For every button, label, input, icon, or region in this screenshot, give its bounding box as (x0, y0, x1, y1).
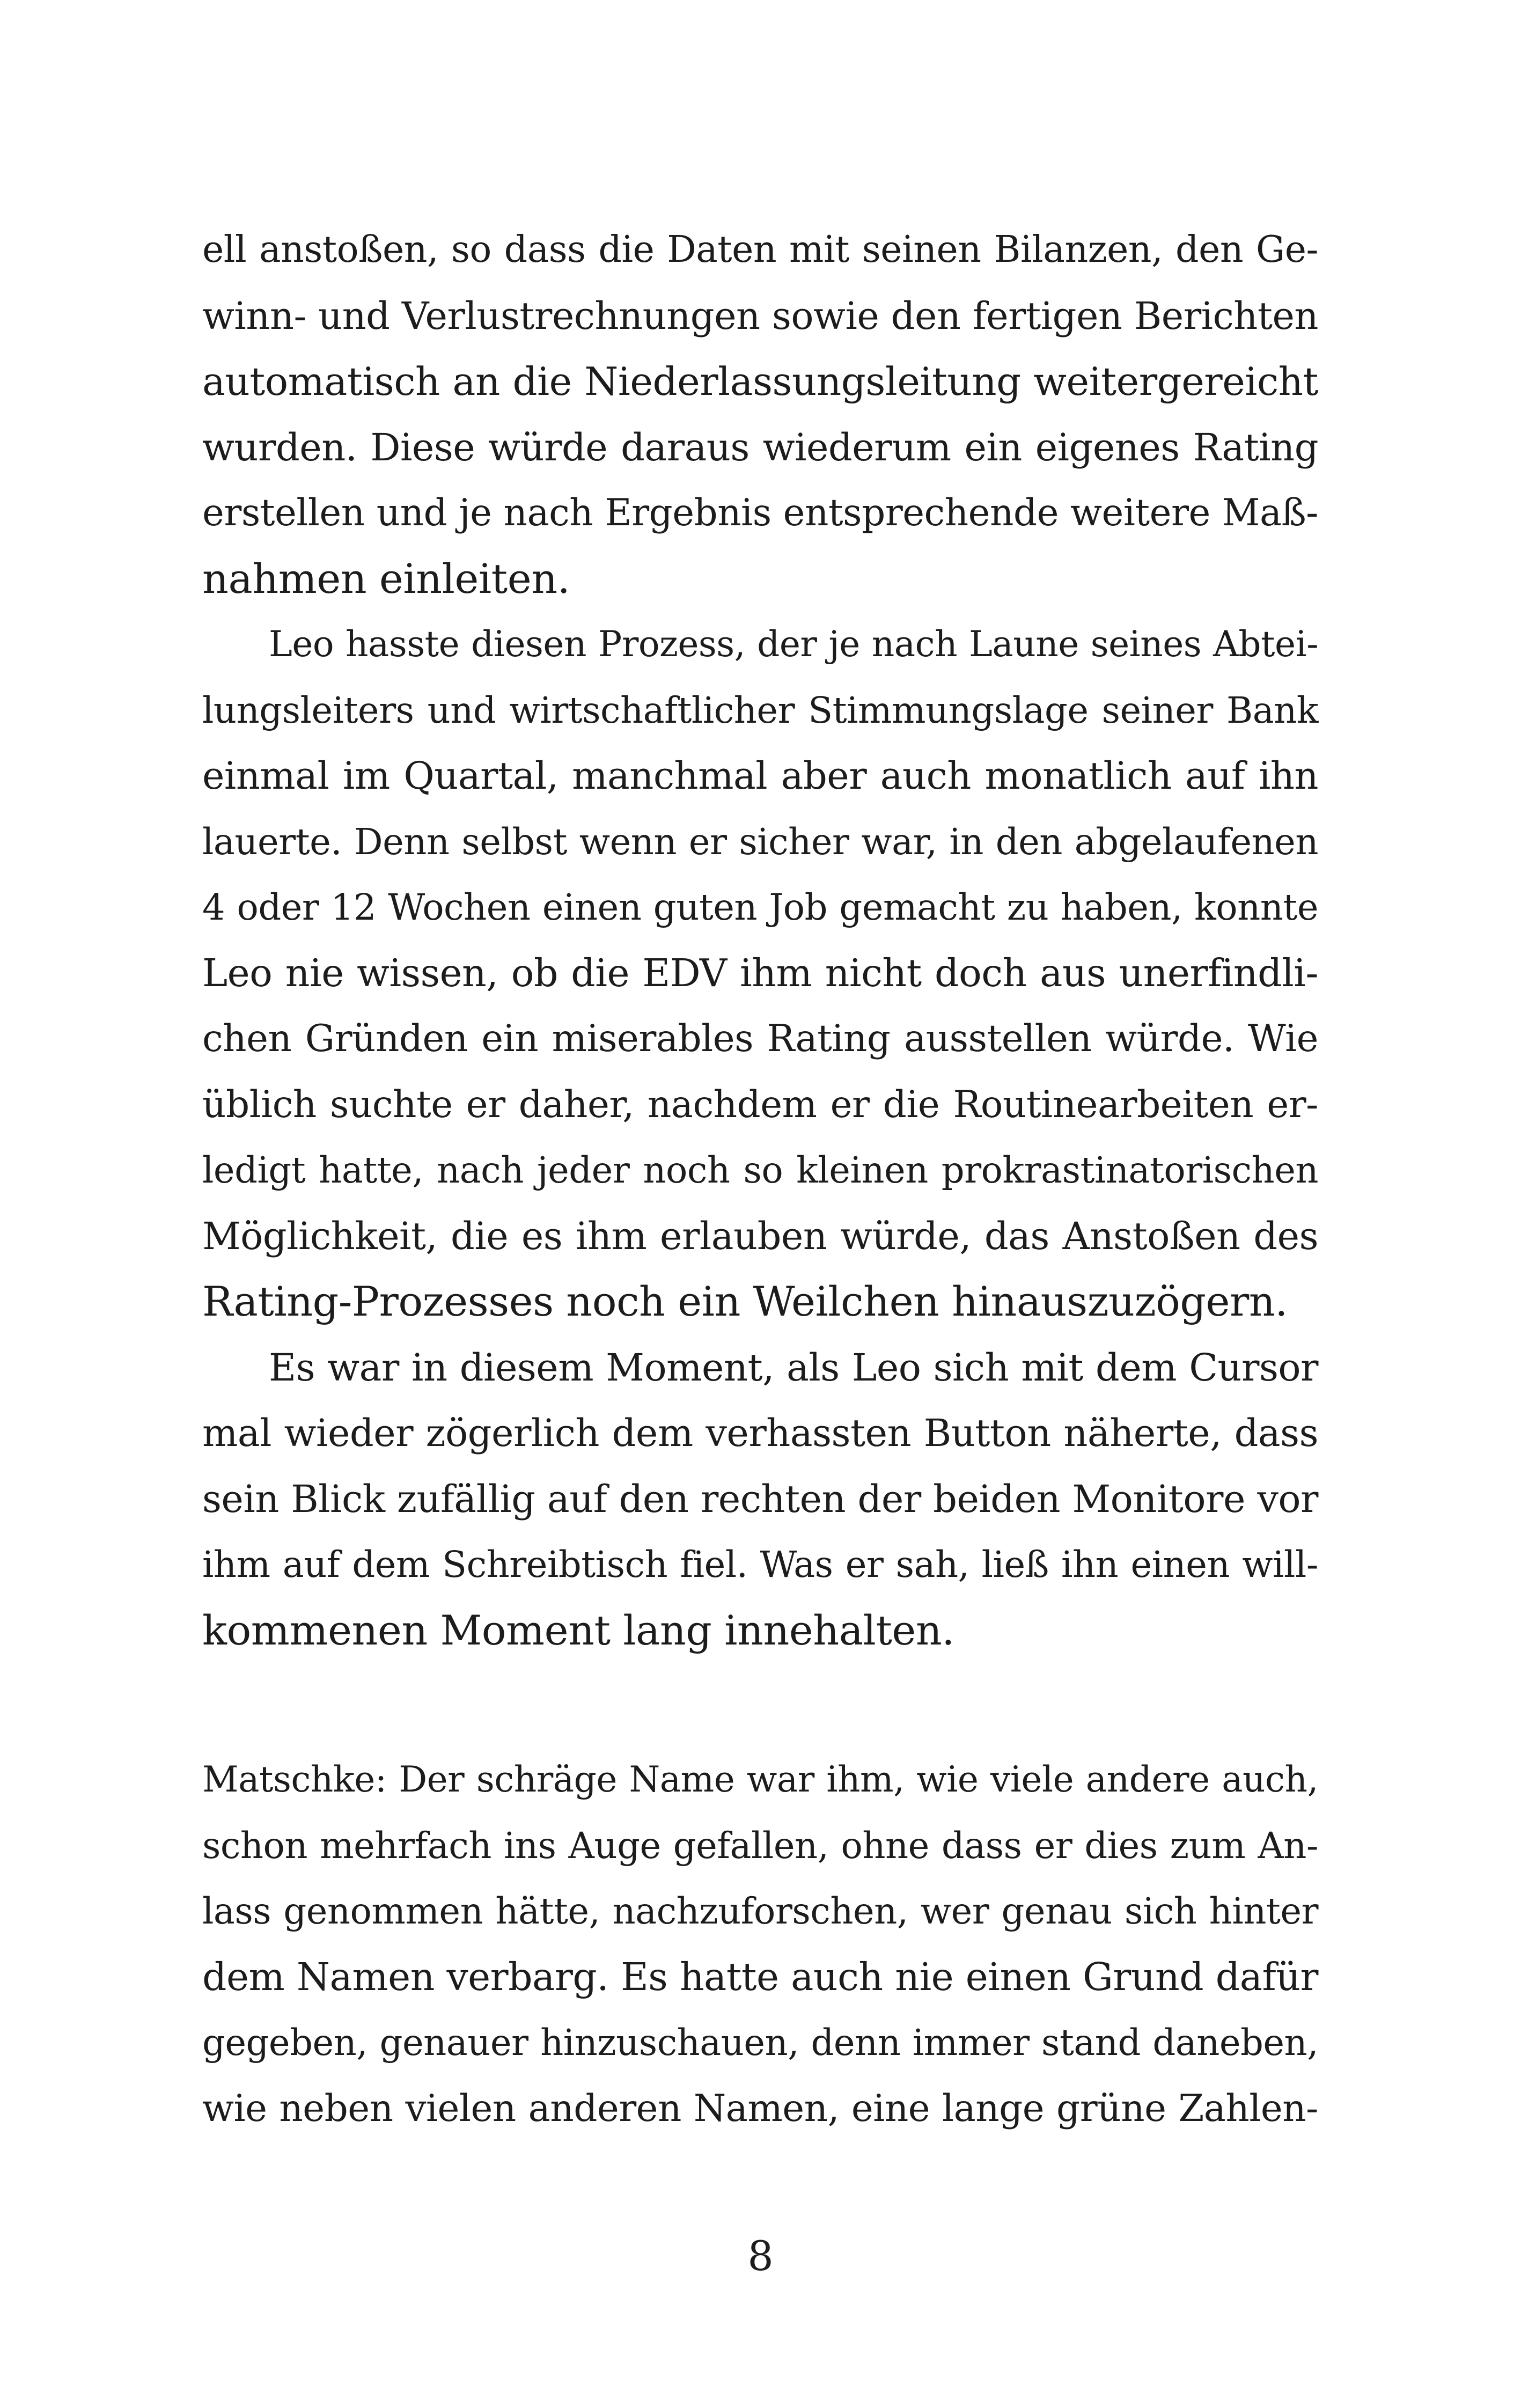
text-line: lungsleiters und wirtschaftlicher Stimmungslage seiner Bank (202, 689, 1318, 731)
text-line: Rating-Prozesses noch ein Weilchen hinauszuzögern. (202, 1278, 1288, 1325)
text-line: sein Blick zufällig auf den rechten der beiden Monitore vor (202, 1477, 1318, 1521)
text-line: nahmen einleiten. (202, 554, 570, 603)
body-text-section-1 (202, 217, 1318, 1663)
text-line: ell anstoßen, so dass die Daten mit seinen Bilanzen, den Ge- (202, 229, 1318, 271)
text-line: Leo hasste diesen Prozess, der je nach Laune seines Abtei- (269, 623, 1318, 665)
text-line: einmal im Quartal, manchmal aber auch monatlich auf ihn (202, 754, 1318, 798)
text-line: mal wieder zögerlich dem verhassten Button näherte, dass (202, 1411, 1318, 1455)
text-line: lass genommen hätte, nachzuforschen, wer genau sich hinter (202, 1890, 1318, 1932)
text-line: dem Namen verbarg. Es hatte auch nie einen Grund dafür (202, 1954, 1318, 1999)
text-line: üblich suchte er daher, nachdem er die Routinearbeiten er- (202, 1083, 1318, 1126)
page-number: 8 (747, 2232, 774, 2280)
text-line: 4 oder 12 Wochen einen guten Job gemacht zu haben, konnte (202, 886, 1318, 928)
text-line: automatisch an die Niederlassungsleitung weitergereicht (202, 359, 1318, 404)
text-line: chen Gründen ein miserables Rating ausstellen würde. Wie (202, 1017, 1318, 1060)
text-line: wie neben vielen anderen Namen, eine lange grüne Zahlen- (202, 2087, 1318, 2130)
text-line: kommenen Moment lang innehalten. (202, 1606, 954, 1654)
text-line: ledigt hatte, nach jeder noch so kleinen prokrastinatorischen (202, 1149, 1318, 1191)
body-text-section-2 (202, 1747, 1318, 2141)
text-line: lauerte. Denn selbst wenn er sicher war, in den abgelaufenen (202, 820, 1318, 863)
text-line: winn- und Verlustrechnungen sowie den fertigen Berichten (202, 293, 1318, 338)
text-line: Matschke: Der schräge Name war ihm, wie viele andere auch, (202, 1759, 1318, 1800)
text-line: ihm auf dem Schreibtisch fiel. Was er sah, ließ ihn einen will- (202, 1544, 1318, 1585)
text-line: gegeben, genauer hinzuschauen, denn immer stand daneben, (202, 2022, 1318, 2064)
text-line: Möglichkeit, die es ihm erlauben würde, das Anstoßen des (202, 1214, 1318, 1258)
text-line: Leo nie wissen, ob die EDV ihm nicht doch aus unerfindli- (202, 950, 1318, 995)
text-line: wurden. Diese würde daraus wiederum ein eigenes Rating (202, 425, 1318, 469)
text-line: Es war in diesem Moment, als Leo sich mit dem Cursor (269, 1345, 1318, 1390)
text-line: erstellen und je nach Ergebnis entsprechende weitere Maß- (202, 491, 1318, 534)
text-line: schon mehrfach ins Auge gefallen, ohne dass er dies zum An- (202, 1824, 1318, 1867)
